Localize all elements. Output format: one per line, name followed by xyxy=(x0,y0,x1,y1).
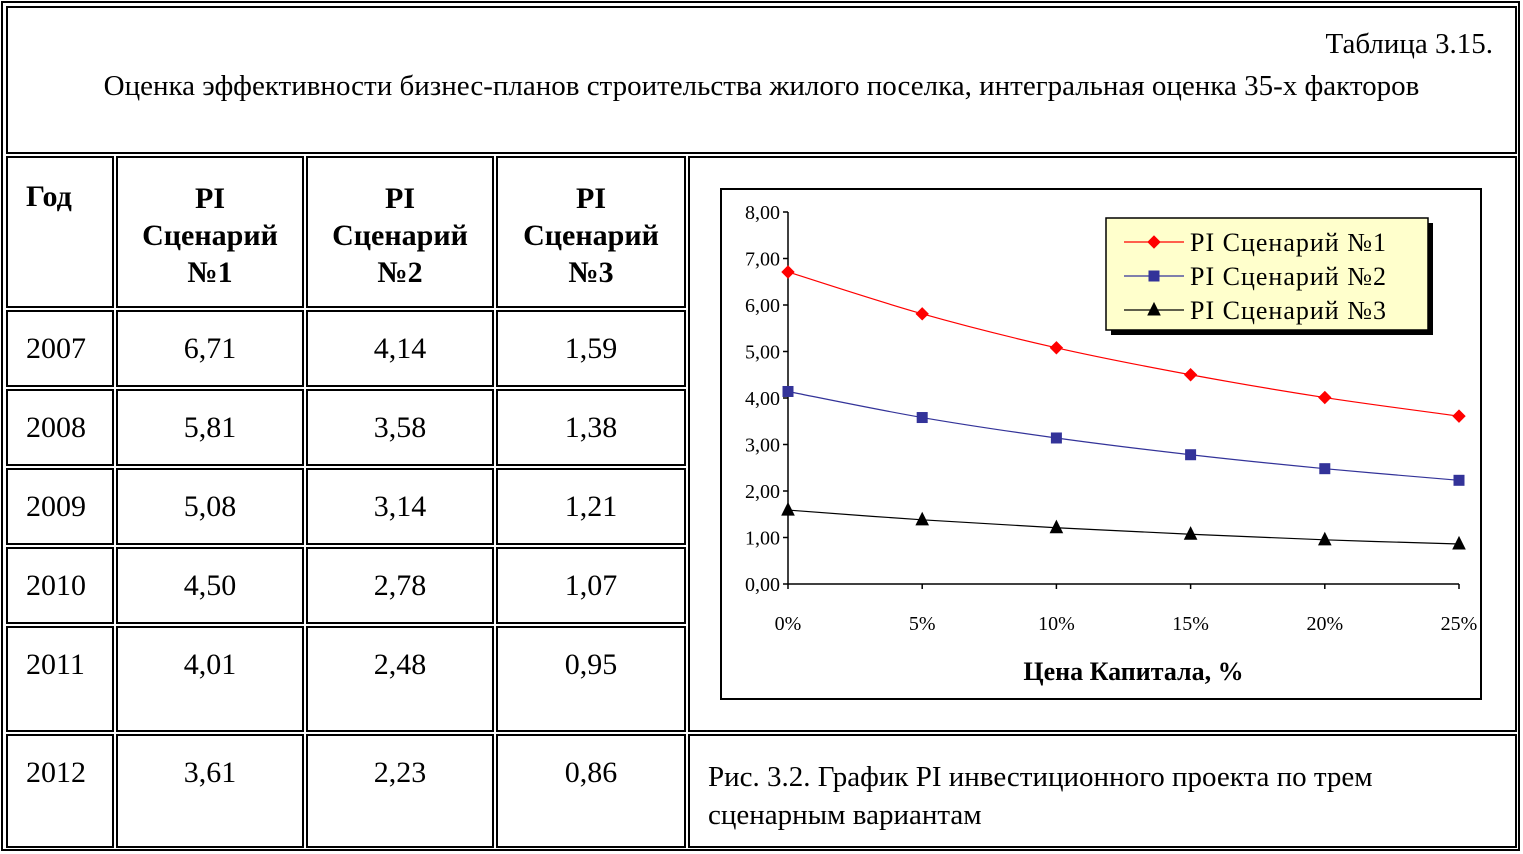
data-point-series-3 xyxy=(1050,521,1062,533)
figure-caption-cell xyxy=(688,734,1517,848)
data-point-series-3 xyxy=(782,503,794,515)
cell-s1: 5,81 xyxy=(116,389,304,466)
header-s1-line2: Сценарий xyxy=(142,219,278,252)
y-tick-label: 1,00 xyxy=(745,527,780,550)
table-title: Оценка эффективности бизнес-планов строительства жилого поселка, интегральная оценка 35-х факторов xyxy=(103,70,1420,102)
cell-s1: 3,61 xyxy=(116,734,304,848)
cell-s3: 1,21 xyxy=(496,468,686,545)
x-axis-title: Цена Капитала, % xyxy=(1023,657,1244,686)
cell-year: 2009 xyxy=(6,468,114,545)
cell-s3: 1,59 xyxy=(496,310,686,387)
y-tick-label: 5,00 xyxy=(745,341,780,364)
cell-s3: 0,86 xyxy=(496,734,686,848)
cell-year: 2008 xyxy=(6,389,114,466)
cell-s2: 2,23 xyxy=(306,734,494,848)
cell-s1: 5,08 xyxy=(116,468,304,545)
header-year-label: Год xyxy=(26,180,72,213)
data-point-series-2 xyxy=(1454,475,1464,485)
data-point-series-3 xyxy=(916,513,928,525)
cell-s3: 0,95 xyxy=(496,626,686,732)
chart-cell xyxy=(688,156,1517,732)
y-tick-label: 3,00 xyxy=(745,434,780,457)
chart-area xyxy=(720,188,1482,700)
series-line-2 xyxy=(788,391,1459,480)
legend-marker-2 xyxy=(1149,271,1159,281)
cell-year: 2012 xyxy=(6,734,114,848)
x-tick-label: 20% xyxy=(1306,613,1344,635)
data-point-series-1 xyxy=(1050,342,1062,354)
cell-s1: 4,01 xyxy=(116,626,304,732)
data-point-series-1 xyxy=(1185,369,1197,381)
data-point-series-2 xyxy=(1320,464,1330,474)
cell-s1: 6,71 xyxy=(116,310,304,387)
cell-s3: 1,38 xyxy=(496,389,686,466)
cell-s2: 3,58 xyxy=(306,389,494,466)
data-point-series-3 xyxy=(1185,527,1197,539)
cell-year: 2011 xyxy=(6,626,114,732)
x-tick-label: 15% xyxy=(1172,613,1209,635)
header-year xyxy=(6,156,114,308)
header-s3-line3: №3 xyxy=(568,256,614,289)
header-scenario-1 xyxy=(116,156,304,308)
header-s3-line1: PI xyxy=(576,182,606,215)
data-point-series-3 xyxy=(1319,533,1331,545)
header-s1-line1: PI xyxy=(195,182,225,215)
y-tick-label: 8,00 xyxy=(745,202,780,224)
data-point-series-1 xyxy=(916,308,928,320)
header-s2-line2: Сценарий xyxy=(332,219,468,252)
cell-s2: 4,14 xyxy=(306,310,494,387)
data-point-series-2 xyxy=(1051,433,1061,443)
pi-line-chart xyxy=(722,190,1480,698)
cell-year: 2010 xyxy=(6,547,114,624)
x-tick-label: 10% xyxy=(1038,613,1075,635)
header-scenario-3 xyxy=(496,156,686,308)
header-s3-line2: Сценарий xyxy=(523,219,659,252)
legend-label-3: PI Сценарий №3 xyxy=(1190,296,1388,325)
header-s1-line3: №1 xyxy=(187,256,233,289)
table-caption xyxy=(6,6,1517,154)
x-tick-label: 0% xyxy=(774,613,802,635)
y-tick-label: 2,00 xyxy=(745,481,780,503)
x-tick-label: 25% xyxy=(1440,613,1478,635)
series-line-3 xyxy=(788,510,1459,544)
table-number: Таблица 3.15. xyxy=(1325,28,1493,60)
header-s2-line1: PI xyxy=(385,182,415,215)
cell-s2: 3,14 xyxy=(306,468,494,545)
y-tick-label: 0,00 xyxy=(745,574,780,596)
legend-label-1: PI Сценарий №1 xyxy=(1190,228,1388,257)
data-point-series-1 xyxy=(1453,410,1465,422)
data-point-series-3 xyxy=(1453,537,1465,549)
y-tick-label: 7,00 xyxy=(745,248,780,271)
cell-s2: 2,48 xyxy=(306,626,494,732)
cell-s3: 1,07 xyxy=(496,547,686,624)
header-scenario-2 xyxy=(306,156,494,308)
header-s2-line3: №2 xyxy=(377,256,423,289)
y-tick-label: 4,00 xyxy=(745,388,780,410)
cell-year: 2007 xyxy=(6,310,114,387)
cell-s2: 2,78 xyxy=(306,547,494,624)
data-point-series-1 xyxy=(782,266,794,278)
data-point-series-1 xyxy=(1319,392,1331,404)
y-tick-label: 6,00 xyxy=(745,295,780,317)
figure-caption: Рис. 3.2. График PI инвестиционного проекта по трем сценарным вариантам xyxy=(708,761,1373,831)
x-tick-label: 5% xyxy=(908,613,936,635)
data-point-series-2 xyxy=(783,386,793,396)
data-point-series-2 xyxy=(917,413,927,423)
cell-s1: 4,50 xyxy=(116,547,304,624)
data-point-series-2 xyxy=(1186,450,1196,460)
legend-label-2: PI Сценарий №2 xyxy=(1190,262,1388,291)
